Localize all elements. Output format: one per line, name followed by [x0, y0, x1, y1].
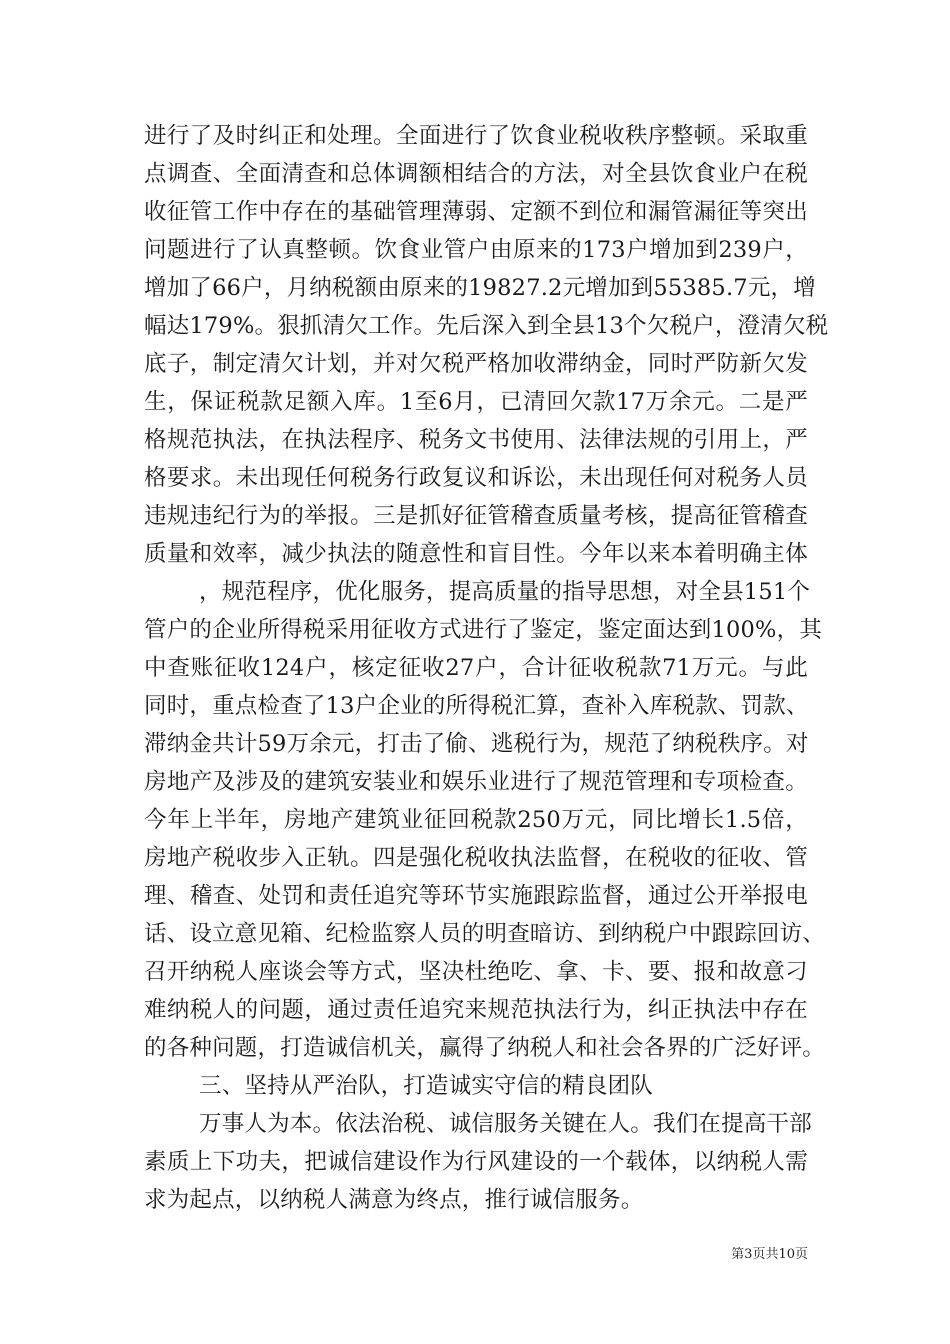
section-heading: 三、坚持从严治队，打造诚实守信的精良团队	[199, 1073, 654, 1099]
body-text-line: 话、设立意见箱、纪检监察人员的明查暗访、到纳税户中跟踪回访、	[144, 921, 826, 947]
body-text-line: 幅达179%。狠抓清欠工作。先后深入到全县13个欠税户，澄清欠税	[144, 313, 829, 339]
body-text-line: 房地产及涉及的建筑安装业和娱乐业进行了规范管理和专项检查。	[144, 769, 808, 795]
body-text-line: 管户的企业所得税采用征收方式进行了鉴定，鉴定面达到100%，其	[144, 617, 823, 643]
body-text-line: 质量和效率，减少执法的随意性和盲目性。今年以来本着明确主体	[144, 541, 808, 567]
body-text-line: 理、稽查、处罚和责任追究等环节实施跟踪监督，通过公开举报电	[144, 883, 808, 909]
body-text-line: 难纳税人的问题，通过责任追究来规范执法行为，纠正执法中存在	[144, 997, 808, 1023]
body-text-line: 素质上下功夫，把诚信建设作为行风建设的一个载体，以纳税人需	[144, 1149, 808, 1175]
body-text-line: 点调查、全面清查和总体调额相结合的方法，对全县饮食业户在税	[144, 161, 808, 187]
body-text-line: 格规范执法，在执法程序、税务文书使用、法律法规的引用上，严	[144, 427, 808, 453]
body-text-line: 同时，重点检查了13户企业的所得税汇算，查补入库税款、罚款、	[144, 693, 809, 719]
page-number-footer: 第3页共10页	[731, 1247, 808, 1262]
body-text-line: 中查账征收124户，核定征收27户，合计征收税款71万元。与此	[144, 655, 808, 681]
body-text-line: 底子，制定清欠计划，并对欠税严格加收滞纳金，同时严防新欠发	[144, 351, 808, 377]
body-text-line: 的各种问题，打造诚信机关，赢得了纳税人和社会各界的广泛好评。	[144, 1035, 826, 1061]
body-text-line: 格要求。未出现任何税务行政复议和诉讼，未出现任何对税务人员	[144, 465, 808, 491]
body-text-line: 滞纳金共计59万余元，打击了偷、逃税行为，规范了纳税秩序。对	[144, 731, 809, 757]
body-text-line: 今年上半年，房地产建筑业征回税款250万元，同比增长1.5倍，	[144, 807, 808, 833]
body-text-line: 召开纳税人座谈会等方式，坚决杜绝吃、拿、卡、要、报和故意刁	[144, 959, 808, 985]
body-text-line: 生，保证税款足额入库。1至6月，已清回欠款17万余元。二是严	[144, 389, 808, 415]
body-text-line: 收征管工作中存在的基础管理薄弱、定额不到位和漏管漏征等突出	[144, 199, 808, 225]
body-text-line: 求为起点，以纳税人满意为终点，推行诚信服务。	[144, 1187, 644, 1213]
body-text-line: 万事人为本。依法治税、诚信服务关键在人。我们在提高干部	[199, 1111, 812, 1137]
body-text-line: 进行了及时纠正和处理。全面进行了饮食业税收秩序整顿。采取重	[144, 123, 808, 149]
body-text-line: 违规违纪行为的举报。三是抓好征管稽查质量考核，提高征管稽查	[144, 503, 808, 529]
body-text-line: 问题进行了认真整顿。饮食业管户由原来的173户增加到239户，	[144, 237, 808, 263]
body-text-line: 房地产税收步入正轨。四是强化税收执法监督，在税收的征收、管	[144, 845, 808, 871]
body-text-line: 增加了66户，月纳税额由原来的19827.2元增加到55385.7元，增	[144, 275, 816, 301]
body-text-line: ，规范程序，优化服务，提高质量的指导思想，对全县151个	[199, 579, 811, 605]
